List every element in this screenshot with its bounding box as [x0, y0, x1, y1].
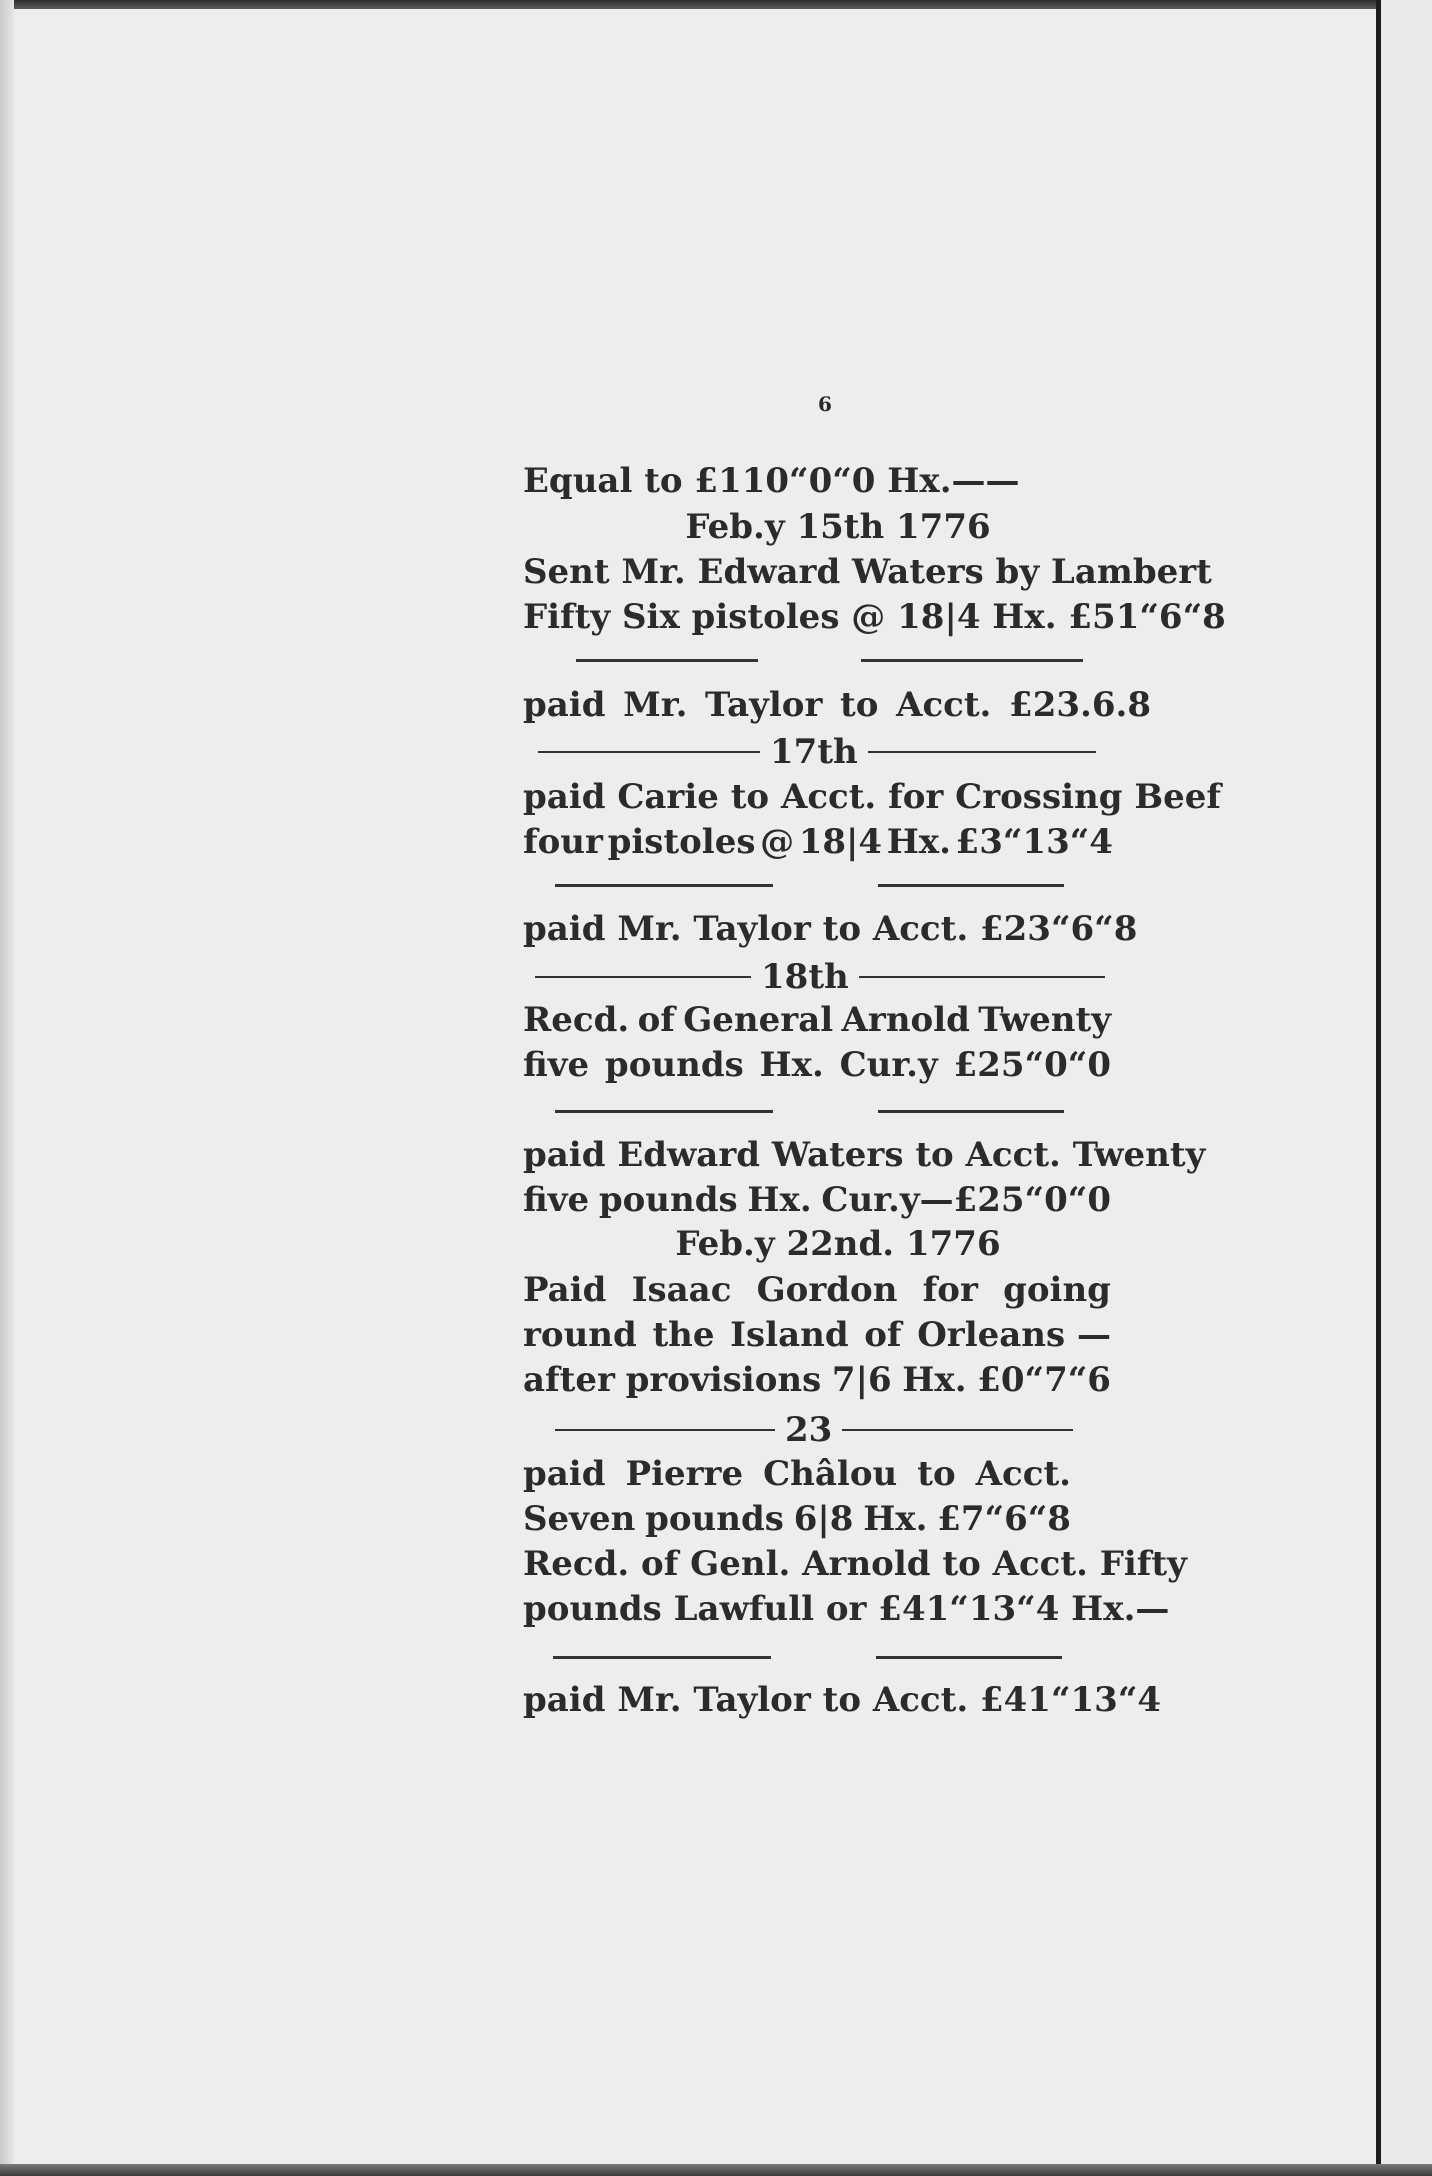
word: Hx. [759, 1045, 824, 1085]
word: going [1003, 1270, 1111, 1310]
word: Twenty [978, 1000, 1111, 1040]
divider-rule [876, 1656, 1062, 1659]
word: Acct. [896, 685, 992, 725]
word: @ [760, 822, 795, 862]
word: Hx. [886, 822, 951, 862]
word: of [637, 1000, 675, 1040]
word: pounds [598, 1180, 738, 1220]
ledger-line-island-orleans [523, 1313, 1111, 1357]
date-divider-23 [555, 1408, 1073, 1452]
word: £7“6“8 [937, 1499, 1071, 1539]
scan-binding-strip [1378, 0, 1432, 2176]
word: Cur.y—£25“0“0 [821, 1180, 1111, 1220]
ledger-line-taylor-2: paid Mr. Taylor to Acct. £23“6“8 [523, 909, 1138, 949]
divider-rule [842, 1429, 1073, 1431]
word: paid [523, 1454, 606, 1494]
ledger-line-four-pistoles [523, 820, 1113, 864]
word: Châlou [763, 1454, 898, 1494]
word: to [917, 1454, 956, 1494]
word: provisions [625, 1360, 822, 1400]
word: five [523, 1180, 590, 1220]
divider-rule [555, 1429, 775, 1431]
ledger-line-pierre-chalou [523, 1452, 1071, 1496]
word: Cur.y [839, 1045, 938, 1085]
word: Taylor [705, 685, 823, 725]
date-label-23: 23 [785, 1410, 833, 1450]
word: Acct. [975, 1454, 1071, 1494]
word: Hx. [902, 1360, 967, 1400]
ledger-line-equal: Equal to £110“0“0 Hx.—— [523, 461, 1020, 501]
word: five [523, 1045, 590, 1085]
word: 7|6 [831, 1360, 892, 1400]
word: Gordon [756, 1270, 898, 1310]
word: after [523, 1360, 615, 1400]
word: 6|8 [793, 1499, 854, 1539]
ledger-line-recd-arnold [523, 998, 1111, 1042]
ledger-line-five-pounds-2 [523, 1178, 1111, 1222]
word: pistoles [607, 822, 756, 862]
ledger-line-sent: Sent Mr. Edward Waters by Lambert [523, 552, 1212, 592]
divider-rule [859, 976, 1105, 978]
date-divider-18th [535, 955, 1105, 999]
ledger-line-provisions [523, 1358, 1111, 1402]
divider-rule [555, 1110, 773, 1113]
ledger-line-taylor-1 [523, 683, 1151, 727]
scan-top-edge [0, 0, 1432, 9]
word: Isaac [631, 1270, 732, 1310]
word: Hx. [863, 1499, 928, 1539]
word: four [523, 822, 603, 862]
word: pounds [645, 1499, 784, 1539]
word: £0“7“6 [977, 1360, 1111, 1400]
divider-rule [535, 976, 751, 978]
ledger-line-recd-genl-arnold: Recd. of Genl. Arnold to Acct. Fifty [523, 1544, 1187, 1584]
word: Island [730, 1315, 849, 1355]
scan-left-edge [0, 0, 14, 2176]
divider-rule [878, 884, 1064, 887]
page-number: 6 [818, 392, 832, 416]
scan-bottom-edge [0, 2164, 1432, 2176]
divider-rule [538, 751, 760, 753]
word: Mr. [623, 685, 688, 725]
divider-rule [868, 751, 1096, 753]
ledger-line-fifty-six: Fifty Six pistoles @ 18|4 Hx. £51“6“8 [523, 597, 1226, 637]
word: the [652, 1315, 715, 1355]
divider-rule [555, 884, 773, 887]
word: Recd. [523, 1000, 630, 1040]
word: £3“13“4 [955, 822, 1113, 862]
word: of [864, 1315, 902, 1355]
word: round [523, 1315, 637, 1355]
word: Hx. [747, 1180, 812, 1220]
divider-rule [861, 659, 1083, 662]
ledger-line-carie: paid Carie to Acct. for Crossing Beef [523, 777, 1221, 817]
word: Paid [523, 1270, 607, 1310]
divider-rule [576, 659, 758, 662]
ledger-line-seven-pounds [523, 1497, 1071, 1541]
word: to [840, 685, 879, 725]
word: Seven [523, 1499, 636, 1539]
word: paid [523, 685, 606, 725]
scan-binding-edge [1376, 0, 1381, 2176]
divider-rule [878, 1110, 1064, 1113]
ledger-line-isaac-gordon [523, 1268, 1111, 1312]
word: for [922, 1270, 978, 1310]
word: Orleans — [917, 1315, 1111, 1355]
ledger-line-lawfull: pounds Lawfull or £41“13“4 Hx.— [523, 1589, 1170, 1629]
ledger-line-taylor-3: paid Mr. Taylor to Acct. £41“13“4 [523, 1680, 1162, 1720]
ledger-line-five-pounds-1 [523, 1043, 1111, 1087]
word: pounds [604, 1045, 744, 1085]
word: Pierre [625, 1454, 744, 1494]
divider-rule [553, 1656, 771, 1659]
word: £23.6.8 [1009, 685, 1151, 725]
date-heading-feb-22: Feb.y 22nd. 1776 [675, 1224, 1001, 1264]
date-label-17th: 17th [770, 732, 858, 772]
word: £25“0“0 [953, 1045, 1111, 1085]
date-heading-feb-15: Feb.y 15th 1776 [685, 507, 991, 547]
word: Arnold [841, 1000, 970, 1040]
word: General [683, 1000, 834, 1040]
date-divider-17th [538, 730, 1096, 774]
ledger-line-waters: paid Edward Waters to Acct. Twenty [523, 1135, 1206, 1175]
date-label-18th: 18th [761, 957, 849, 997]
word: 18|4 [798, 822, 883, 862]
